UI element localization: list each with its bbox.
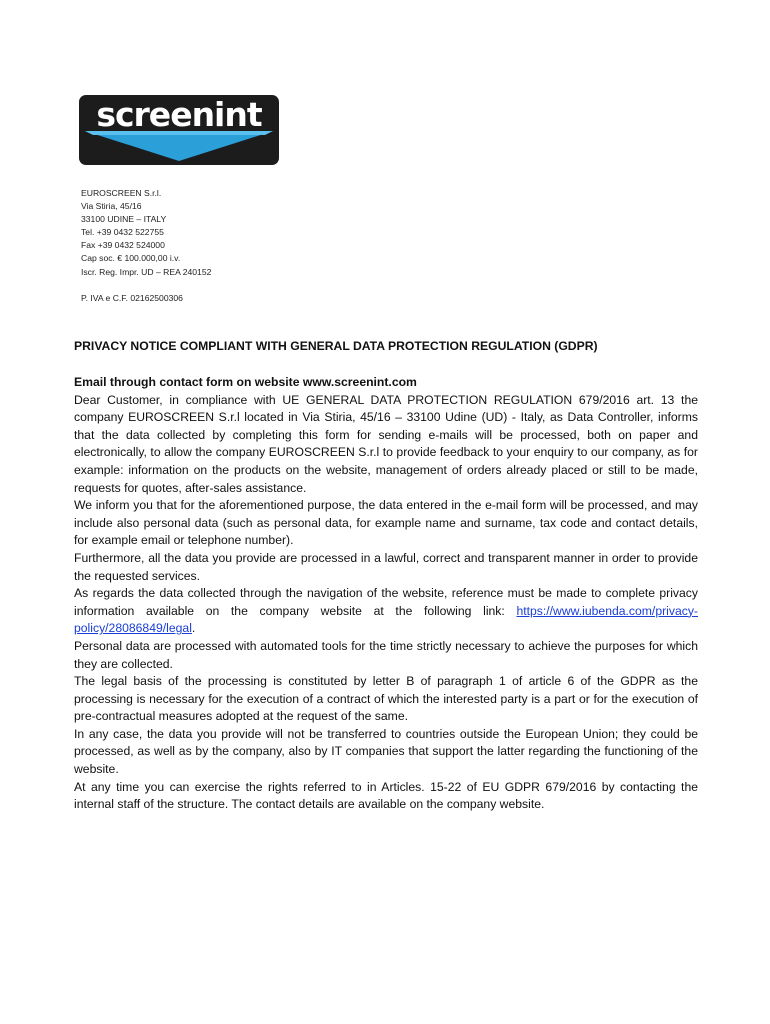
link-period: . bbox=[191, 621, 196, 636]
navigation-data-text: As regards the data collected through the navigation of the website, reference must be made to complete privacy information available on the company website at the following link: bbox=[74, 586, 698, 618]
vat-number: P. IVA e C.F. 02162500306 bbox=[81, 292, 183, 303]
paragraph-automated-tools: Personal data are processed with automated tools for the time strictly necessary to achieve the purposes for which they are collected. bbox=[74, 638, 698, 671]
paragraph-intro: Dear Customer, in compliance with UE GENERAL DATA PROTECTION REGULATION 679/2016 art. 13 the company EUROSCREEN S.r.l located in Via Stiria, 45/16 – 33100 Udine (UD) - Italy, as Data Controller, informs that the data collected by completing this form for sending e-mails will be processed, both on paper and electronically, to allow the company EUROSCREEN S.r.l to provide feedback to your enquiry to our company, as for example: information on the products on the website, management of orders already placed or still to be made, requests for quotes, after-sales assistance. bbox=[74, 392, 698, 495]
address-line: EUROSCREEN S.r.l. bbox=[81, 188, 162, 198]
paragraph-navigation-data bbox=[74, 585, 698, 638]
address-line: Iscr. Reg. Impr. UD – REA 240152 bbox=[81, 266, 212, 277]
company-address-block bbox=[81, 187, 211, 305]
address-line: Fax +39 0432 524000 bbox=[81, 240, 165, 251]
document-title: PRIVACY NOTICE COMPLIANT WITH GENERAL DATA PROTECTION REGULATION (GDPR) bbox=[74, 339, 598, 353]
address-line: Tel. +39 0432 522755 bbox=[81, 227, 164, 238]
company-logo bbox=[79, 95, 279, 165]
paragraph-data-transfer: In any case, the data you provide will not be transferred to countries outside the European Union; they could be processed, as well as by the company, also by IT companies that support the latter regarding the functioning of the website. bbox=[74, 726, 698, 777]
paragraph-personal-data: We inform you that for the aforementioned purpose, the data entered in the e-mail form will be processed, and may include also personal data (such as personal data, for example name and surname, tax code and contact details, for example email or telephone number). bbox=[74, 498, 698, 548]
section-subheading: Email through contact form on website www.screenint.com bbox=[74, 375, 417, 389]
paragraph-lawful-processing: Furthermore, all the data you provide are processed in a lawful, correct and transparent manner in order to provide the requested services. bbox=[74, 550, 698, 583]
document-body bbox=[74, 374, 698, 814]
privacy-policy-link[interactable]: https://www.iubenda.com/privacy-policy/28086849/legal bbox=[74, 603, 698, 636]
paragraph-rights: At any time you can exercise the rights referred to in Articles. 15-22 of EU GDPR 679/2016 by contacting the internal staff of the structure. The contact details are available on the company website. bbox=[74, 779, 698, 812]
logo-wordmark: screenint bbox=[96, 95, 262, 134]
address-line: Cap soc. € 100.000,00 i.v. bbox=[81, 253, 181, 264]
address-line: 33100 UDINE – ITALY bbox=[81, 214, 167, 225]
address-line: Via Stiria, 45/16 bbox=[81, 201, 142, 212]
paragraph-legal-basis: The legal basis of the processing is constituted by letter B of paragraph 1 of article 6 of the GDPR as the processing is necessary for the execution of a contract of which the interested party is a part or for the execution of pre-contractual measures adopted at the request of the same. bbox=[74, 674, 698, 724]
